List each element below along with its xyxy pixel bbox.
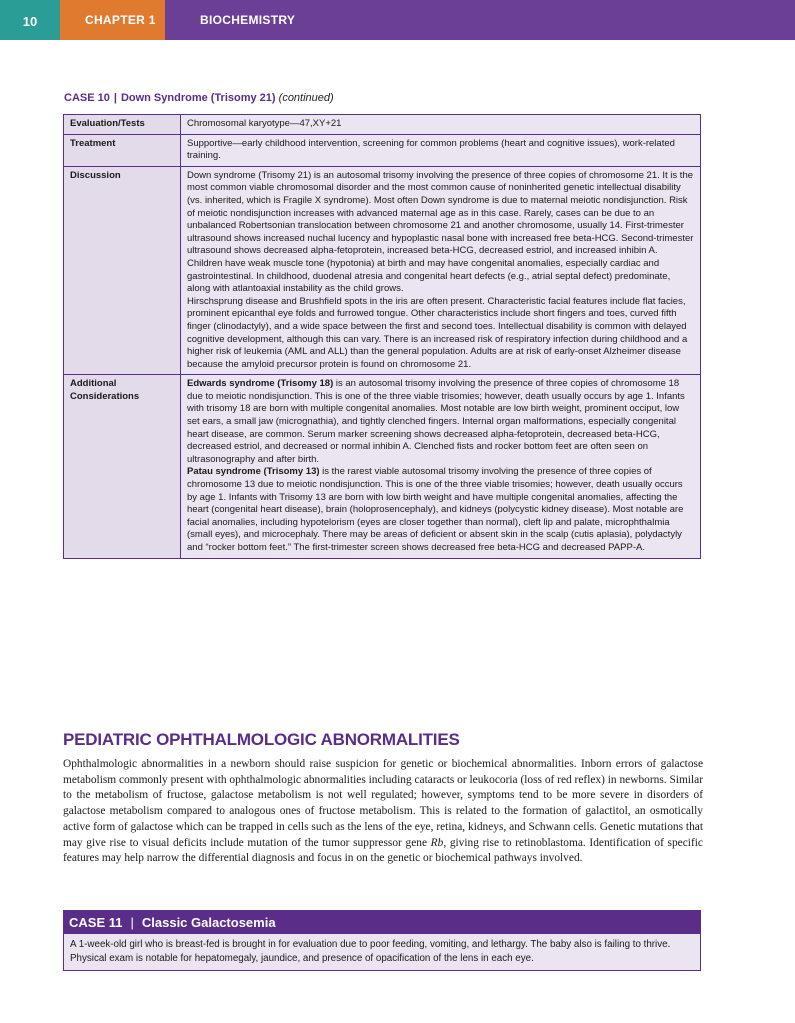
table-row (64, 115, 701, 135)
row-label: Treatment (64, 134, 181, 166)
row-content: Supportive—early childhood intervention, screening for common problems (heart and cognitive issues), work-related training. (181, 134, 701, 166)
page-number: 10 (0, 0, 60, 40)
row-content (181, 166, 701, 375)
consideration-text: is an autosomal trisomy involving the presence of three copies of chromosome 18 due to meiotic nondisjunction. This is one of the three viable trisomies; however, death usually occurs by age 1. Infants with trisomy 18 are born with multiple congenital anomalies. Most notable are low birth weight, prominent occiput, low set ears, a small jaw (micrognathia), and tightly clenched fingers. Internal organ malformations, especially congenital heart disease, are common. Serum marker screening shows decreased alpha-fetoprotein, decreased beta-HCG, decreased estriol, and decreased or normal inhibin A. Clenched fists and rocker bottom feet are often seen on ultrasonography and after birth. (187, 378, 685, 465)
body-text: Ophthalmologic abnormalities in a newborn should raise suspicion for genetic or biochemical abnormalities. Inborn errors of galactose metabolism commonly present with ophthalmologic abnormalities including cataracts or leukocoria (loss of red reflex) in newborns. Similar to the metabolism of fructose, galactose metabolism is not well regulated; however, symptoms tend to be more severe in disorders of galactose metabolism compared to analogous ones of fructose metabolism. This is related to the formation of galactitol, an osmotically active form of galactose which can be trapped in cells such as the lens of the eye, retina, kidneys, and Schwann cells. Genetic mutations that may give rise to visual deficits include mutation of the tumor suppressor gene (63, 758, 703, 849)
case11-label: CASE 11 (69, 915, 123, 930)
case11-title: Classic Galactosemia (141, 915, 276, 930)
row-label: Evaluation/Tests (64, 115, 181, 135)
row-label: Additional Considerations (64, 375, 181, 558)
case11-body: A 1-week-old girl who is breast-fed is brought in for evaluation due to poor feeding, vomiting, and lethargy. The baby also is failing to thrive. Physical exam is notable for hepatomegaly, jaundice, and presence of opacification of the lens in each eye. (64, 934, 700, 970)
discussion-paragraph: Hirschsprung disease and Brushfield spots in the iris are often present. Characteristic facial features include flat facies, prominent epicanthal eye folds and furrowed tongue. Other characteristics include short fingers and toes, curved fifth finger (clinodactyly), and a wide space between the first and second toes. Intellectual disability is common with delayed cognitive development, although this can vary. There is an increased risk of respiratory infection during childhood and a higher risk of leukemia (AML and ALL) than the general population. Adults are at risk of early-onset Alzheimer disease because the amyloid precursor protein is found on chromosome 21. (187, 295, 688, 370)
case-separator: | (113, 92, 117, 104)
case11-separator: | (130, 915, 134, 930)
consideration-term: Edwards syndrome (Trisomy 18) (187, 378, 334, 390)
page-header (0, 0, 795, 40)
case11-title-bar (64, 911, 700, 934)
row-label: Discussion (64, 166, 181, 375)
section-heading: PEDIATRIC OPHTHALMOLOGIC ABNORMALITIES (63, 730, 460, 749)
case-table (63, 114, 701, 559)
discussion-paragraph: Down syndrome (Trisomy 21) is an autosomal trisomy involving the presence of three copies of chromosome 21. It is the most common viable chromosomal disorder and the most common cause of noninherited genetic intellectual disability (vs. inherited, which is Fragile X syndrome). Most often Down syndrome is due to maternal meiotic nondisjunction. Risk of meiotic nondisjunction increases with advanced maternal age as in this case. Rarely, cases can be due to an unbalanced Robertsonian translocation between chromosome 21 and another chromosome, usually 14. First-trimester ultrasound shows increased nuchal lucency and hypoplastic nasal bone with increased free beta-HCG. Second-trimester ultrasound shows decreased alpha-fetoprotein, increased beta-HCG, decreased estriol, and increased inhibin A. Children have weak muscle tone (hypotonia) at birth and may have congenital anomalies, especially cardiac and gastrointestinal. In childhood, duodenal atresia and congenital heart defects (e.g., atrial septal defect) predominate, along with atlantoaxial instability as the child grows. (187, 169, 694, 295)
table-row (64, 166, 701, 375)
case-label: CASE 10 (64, 92, 110, 104)
table-row (64, 375, 701, 558)
case-title: Down Syndrome (Trisomy 21) (120, 92, 276, 104)
body-italic: Rb (430, 836, 444, 849)
body-text: , giving rise to retinoblastoma. Identification of specific features may help narrow the differential diagnosis and focus in on the genetic or biochemical pathways involved. (63, 836, 703, 865)
consideration-item (187, 378, 694, 466)
row-content: Chromosomal karyotype—47,XY+21 (181, 115, 701, 135)
consideration-text: is the rarest viable autosomal trisomy involving the presence of three copies of chromosome 13 due to meiotic nondisjunction. This is one of the three viable trisomies; however, death usually occurs by age 1. Infants with Trisomy 13 are born with low birth weight and have multiple congenital anomalies, affecting the heart (congenital heart disease), brain (holoprosencephaly), and kidneys (polycystic kidney disease). Most notable are facial anomalies, including hypotelorism (eyes are closer together than normal), cleft lip and palate, microphthalmia (small eyes), and microcephaly. There may be areas of deficient or absent skin in the scalp (cutis aplasia), polydactyly and “rocker bottom feet.” The first-trimester screen shows decreased free beta-HCG and decreased PAPP-A. (187, 466, 684, 553)
table-row (64, 134, 701, 166)
subject-label: BIOCHEMISTRY (165, 0, 795, 40)
row-content (181, 375, 701, 558)
consideration-term: Patau syndrome (Trisomy 13) (187, 466, 320, 478)
case-heading (64, 92, 334, 104)
case-continued: (continued) (278, 92, 334, 104)
consideration-item (187, 466, 694, 554)
case11-box (63, 910, 701, 971)
chapter-label: CHAPTER 1 (60, 0, 165, 40)
section-body (63, 757, 703, 867)
